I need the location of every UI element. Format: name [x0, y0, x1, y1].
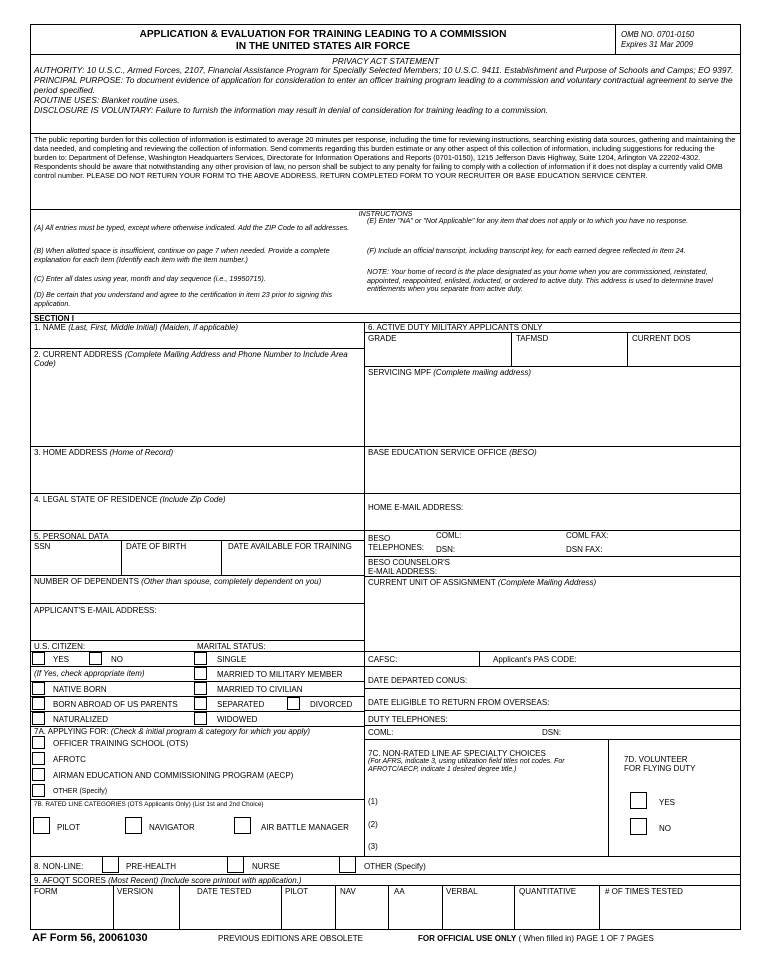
- married-military-label: MARRIED TO MILITARY MEMBER: [217, 670, 343, 679]
- mpf-label: SERVICING MPF (Complete mailing address): [368, 368, 532, 377]
- dob-field[interactable]: [122, 552, 221, 574]
- current-address-label: 2. CURRENT ADDRESS (Complete Mailing Address and Phone Number to Include Area Code): [34, 350, 348, 369]
- home-address-label: 3. HOME ADDRESS (Home of Record): [34, 448, 174, 457]
- nonline-label: 8. NON-LINE:: [34, 862, 84, 871]
- choice-1-field[interactable]: [383, 790, 607, 809]
- current-address-field[interactable]: [31, 370, 364, 445]
- beso-label: BASE EDUCATION SERVICE OFFICE (BESO): [368, 448, 537, 457]
- choice-3-label: (3): [368, 842, 378, 851]
- other-program-label: OTHER (Specify): [53, 788, 108, 795]
- volunteer-no-label: NO: [659, 824, 671, 833]
- widowed-label: WIDOWED: [217, 715, 258, 724]
- privacy-heading: PRIVACY ACT STATEMENT: [332, 56, 439, 66]
- home-email-field[interactable]: [365, 513, 740, 529]
- dependents-field[interactable]: [31, 586, 364, 602]
- date-available-label: DATE AVAILABLE FOR TRAINING: [228, 542, 352, 551]
- afoqt-label: 9. AFOQT SCORES (Most Recent) (Include score printout with application.): [34, 876, 302, 885]
- grade-label: GRADE: [368, 334, 397, 343]
- citizen-yes-label: YES: [53, 655, 70, 664]
- counselor-email-label-2: E-MAIL ADDRESS:: [368, 567, 438, 576]
- instruction-c: (C) Enter all dates using year, month and day sequence (i.e., 19950715).: [34, 274, 266, 283]
- citizen-no-checkbox[interactable]: [89, 652, 102, 665]
- omb-number: OMB NO. 0701-0150: [621, 30, 695, 39]
- married-civilian-label: MARRIED TO CIVILIAN: [217, 685, 303, 694]
- afoqt-version-field[interactable]: [114, 897, 179, 929]
- volunteer-label-1: 7D. VOLUNTEER: [624, 755, 688, 764]
- marital-status-label: MARITAL STATUS:: [197, 642, 266, 651]
- naturalized-label: NATURALIZED: [53, 715, 108, 724]
- married-civilian-checkbox[interactable]: [194, 682, 207, 695]
- legal-state-label: 4. LEGAL STATE OF RESIDENCE (Include Zip Code): [34, 495, 226, 504]
- footer-fouo: [418, 934, 654, 944]
- beso-tel-label-1: BESO: [368, 534, 391, 543]
- instruction-note: NOTE: Your home of record is the place designated as your home when you are commissioned, reinstated, appointed, reappointed, enlisted, inducted, or ordered to active duty. This address is used to determine travel entitlements when you separate from active duty.: [367, 267, 713, 294]
- navigator-checkbox[interactable]: [125, 817, 142, 834]
- privacy-purpose: PRINCIPAL PURPOSE: To document evidence of application for consideration to enter an officer training program leading to a commission and voluntary contractual agreement to serve the period specified.: [34, 75, 733, 95]
- afoqt-aa-field[interactable]: [389, 897, 442, 929]
- unit-field[interactable]: [365, 588, 740, 651]
- instructions-heading: INSTRUCTIONS: [358, 209, 413, 218]
- tafmsd-field[interactable]: [512, 344, 627, 365]
- if-yes-hint: (If Yes, check appropriate item): [34, 669, 145, 678]
- page-number: PAGE 1 OF 7 PAGES: [576, 934, 654, 943]
- nonline-other-label: OTHER (Specify): [364, 862, 426, 871]
- afrotc-label: AFROTC: [53, 755, 86, 764]
- omb-info: [621, 30, 694, 50]
- mpf-field[interactable]: [365, 378, 740, 445]
- current-dos-field[interactable]: [628, 344, 740, 365]
- widowed-checkbox[interactable]: [194, 712, 207, 725]
- beso-tel-label-2: TELEPHONES:: [368, 543, 425, 552]
- home-email-label: HOME E-MAIL ADDRESS:: [368, 503, 464, 512]
- rated-line-label: 7B. RATED LINE CATEGORIES (OTS Applicants Only) (List 1st and 2nd Choice): [34, 801, 264, 808]
- privacy-disclosure: DISCLOSURE IS VOLUNTARY: Failure to furnish the information may result in denial of consideration for training leading to a commission.: [34, 105, 549, 115]
- divorced-checkbox[interactable]: [287, 697, 300, 710]
- applicant-email-label: APPLICANT'S E-MAIL ADDRESS:: [34, 606, 157, 615]
- other-program-checkbox[interactable]: [32, 784, 45, 797]
- legal-state-field[interactable]: [31, 505, 364, 529]
- duty-dsn-label: DSN:: [542, 728, 562, 737]
- pilot-label: PILOT: [57, 823, 81, 832]
- section-heading: SECTION I: [34, 314, 75, 323]
- applying-for-label: 7A. APPLYING FOR: (Check & initial program & category for which you apply): [34, 727, 310, 736]
- form-title-line1: APPLICATION & EVALUATION FOR TRAINING LEADING TO A COMMISSION: [139, 29, 507, 40]
- abm-checkbox[interactable]: [234, 817, 251, 834]
- instruction-d: (D) Be certain that you understand and agree to the certification in item 23 prior to signing this application.: [34, 290, 333, 308]
- afoqt-col-pilot: PILOT: [285, 887, 309, 896]
- instruction-b: (B) When allotted space is insufficient, continue on page 7 when needed. Provide a complete explanation for each item (Identify each item with the item number.): [34, 246, 330, 264]
- personal-data-label: 5. PERSONAL DATA: [34, 532, 109, 541]
- afoqt-date-field[interactable]: [180, 897, 281, 929]
- ots-label: OFFICER TRAINING SCHOOL (OTS): [53, 739, 189, 748]
- active-duty-label: 6. ACTIVE DUTY MILITARY APPLICANTS ONLY: [368, 323, 543, 332]
- name-label: 1. NAME (Last, First, Middle Initial) (Maiden, if applicable): [34, 323, 239, 332]
- us-citizen-label: U.S. CITIZEN:: [34, 642, 86, 651]
- aecp-label: AIRMAN EDUCATION AND COMMISSIONING PROGRAM (AECP): [53, 771, 294, 780]
- citizen-yes-checkbox[interactable]: [32, 652, 45, 665]
- prehealth-checkbox[interactable]: [102, 856, 119, 873]
- home-address-field[interactable]: [31, 458, 364, 493]
- duty-coml-label: COML:: [368, 728, 394, 737]
- date-available-field[interactable]: [222, 552, 364, 574]
- native-born-checkbox[interactable]: [32, 682, 45, 695]
- burden-statement: The public reporting burden for this collection of information is estimated to average 20 minutes per response, including the time for reviewing instructions, searching existing data sources, gathering and maintaining the data needed, and completing and reviewing the collection of information. Send comments regarding this burden estimate or any other aspect of this collection of information, including suggestions for reducing the burden to: Department of Defense, Washington Headquarters Services, Directorate for Information Operations and Reports (0701-0150), 1215 Jefferson Davis Highway, Suite 1204, Arlington VA 22202-4302. Respondents should be aware that notwithstanding any other provision of law, no person shall be subject to any penalty for failing to comply with a collection of information if it does not display a currently valid OMB control number. PLEASE DO NOT RETURN YOUR FORM TO THE ABOVE ADDRESS. RETURN COMPLETED FORM TO YOUR RECRUITER OR BASE EDUCATION SERVICE CENTER.: [34, 135, 736, 180]
- privacy-statement: [34, 65, 734, 115]
- separated-label: SEPARATED: [217, 700, 265, 709]
- instruction-e: (E) Enter "NA" or "Not Applicable" for any item that does not apply or to which you have no response.: [367, 216, 689, 225]
- afoqt-times-field[interactable]: [600, 897, 740, 929]
- nonrated-hint: (For AFRS, indicate 3, using utilization field titles not codes. For AFROTC/AECP, indicate 1 desired degree title.): [368, 758, 565, 774]
- pilot-checkbox[interactable]: [33, 817, 50, 834]
- born-abroad-checkbox[interactable]: [32, 697, 45, 710]
- current-dos-label: CURRENT DOS: [632, 334, 691, 343]
- counselor-email-label-1: BESO COUNSELOR'S: [368, 558, 450, 567]
- form-title-line2: IN THE UNITED STATES AIR FORCE: [235, 41, 411, 52]
- beso-coml-fax-label: COML FAX:: [566, 531, 609, 540]
- volunteer-yes-label: YES: [659, 798, 676, 807]
- unit-label: CURRENT UNIT OF ASSIGNMENT (Complete Mailing Address): [368, 578, 597, 587]
- applicant-email-field[interactable]: [31, 616, 364, 640]
- volunteer-yes-checkbox[interactable]: [630, 792, 647, 809]
- fouo-label: FOR OFFICIAL USE ONLY: [418, 934, 517, 943]
- obsolete-notice: PREVIOUS EDITIONS ARE OBSOLETE: [218, 934, 363, 943]
- nonline-other-checkbox[interactable]: [339, 856, 356, 873]
- beso-dsn-fax-label: DSN FAX:: [566, 545, 603, 554]
- afrotc-checkbox[interactable]: [32, 752, 45, 765]
- dob-label: DATE OF BIRTH: [126, 542, 187, 551]
- prehealth-label: PRE-HEALTH: [126, 862, 177, 871]
- afoqt-col-nav: NAV: [340, 887, 356, 896]
- volunteer-label-2: FOR FLYING DUTY: [624, 764, 696, 773]
- ots-checkbox[interactable]: [32, 736, 45, 749]
- tafmsd-label: TAFMSD: [516, 334, 549, 343]
- omb-expiry: Expires 31 Mar 2009: [621, 40, 693, 49]
- instruction-a: (A) All entries must be typed, except where otherwise indicated. Add the ZIP Code to all addresses.: [34, 223, 350, 232]
- afoqt-nav-field[interactable]: [336, 897, 388, 929]
- privacy-authority: AUTHORITY: 10 U.S.C., Armed Forces, 2107, Financial Assistance Program for Specially Selected Members; 10 U.S.C. 9411. Establishment and Purpose of Schools and Camps; EO 9397.: [34, 65, 734, 75]
- nurse-label: NURSE: [252, 862, 281, 871]
- form-title: [31, 29, 615, 53]
- privacy-routine-uses: ROUTINE USES: Blanket routine uses.: [34, 95, 180, 105]
- afoqt-col-times-tested: # OF TIMES TESTED: [605, 887, 683, 896]
- choice-1-label: (1): [368, 797, 378, 806]
- afoqt-col-verbal: VERBAL: [446, 887, 478, 896]
- afoqt-col-aa: AA: [394, 887, 405, 896]
- duty-tel-label: DUTY TELEPHONES:: [368, 715, 448, 724]
- afoqt-col-quantitative: QUANTITATIVE: [519, 887, 577, 896]
- choice-2-label: (2): [368, 820, 378, 829]
- ssn-label: SSN: [34, 542, 51, 551]
- separated-checkbox[interactable]: [194, 697, 207, 710]
- native-born-label: NATIVE BORN: [53, 685, 107, 694]
- ssn-field[interactable]: [31, 552, 121, 574]
- born-abroad-label: BORN ABROAD OF US PARENTS: [53, 700, 178, 709]
- afoqt-col-version: VERSION: [117, 887, 154, 896]
- form-id: AF Form 56, 20061030: [32, 932, 148, 944]
- volunteer-no-checkbox[interactable]: [630, 818, 647, 835]
- married-military-checkbox[interactable]: [194, 667, 207, 680]
- form-page: [30, 24, 741, 930]
- aecp-checkbox[interactable]: [32, 768, 45, 781]
- beso-field[interactable]: [365, 458, 740, 492]
- dependents-label: NUMBER OF DEPENDENTS (Other than spouse, completely dependent on you): [34, 577, 322, 586]
- divorced-label: DIVORCED: [310, 700, 353, 709]
- choice-2-field[interactable]: [383, 813, 607, 832]
- single-checkbox[interactable]: [194, 652, 207, 665]
- date-eligible-label: DATE ELIGIBLE TO RETURN FROM OVERSEAS:: [368, 698, 550, 707]
- instruction-f: (F) Include an official transcript, including transcript key, for each earned degree reflected in Item 24.: [367, 246, 686, 255]
- naturalized-checkbox[interactable]: [32, 712, 45, 725]
- afoqt-verbal-field[interactable]: [443, 897, 514, 929]
- pas-code-label: Applicant's PAS CODE:: [493, 655, 577, 664]
- single-label: SINGLE: [217, 655, 247, 664]
- beso-dsn-label: DSN:: [436, 545, 456, 554]
- navigator-label: NAVIGATOR: [149, 823, 195, 832]
- afoqt-pilot-field[interactable]: [282, 897, 335, 929]
- choice-3-field[interactable]: [383, 835, 607, 854]
- when-filled-label: ( When filled in): [518, 934, 575, 943]
- abm-label: AIR BATTLE MANAGER: [261, 823, 349, 832]
- afoqt-col-form: FORM: [34, 887, 58, 896]
- afoqt-col-date-tested: DATE TESTED: [197, 887, 252, 896]
- grade-field[interactable]: [365, 344, 511, 365]
- nonrated-label: 7C. NON-RATED LINE AF SPECIALTY CHOICES: [368, 749, 546, 758]
- beso-coml-label: COML:: [436, 531, 462, 540]
- date-departed-label: DATE DEPARTED CONUS:: [368, 676, 468, 685]
- afoqt-form-field[interactable]: [31, 897, 113, 929]
- citizen-no-label: NO: [111, 655, 123, 664]
- name-field[interactable]: [31, 332, 364, 347]
- cafsc-label: CAFSC:: [368, 655, 398, 664]
- afoqt-quantitative-field[interactable]: [515, 897, 599, 929]
- nurse-checkbox[interactable]: [227, 856, 244, 873]
